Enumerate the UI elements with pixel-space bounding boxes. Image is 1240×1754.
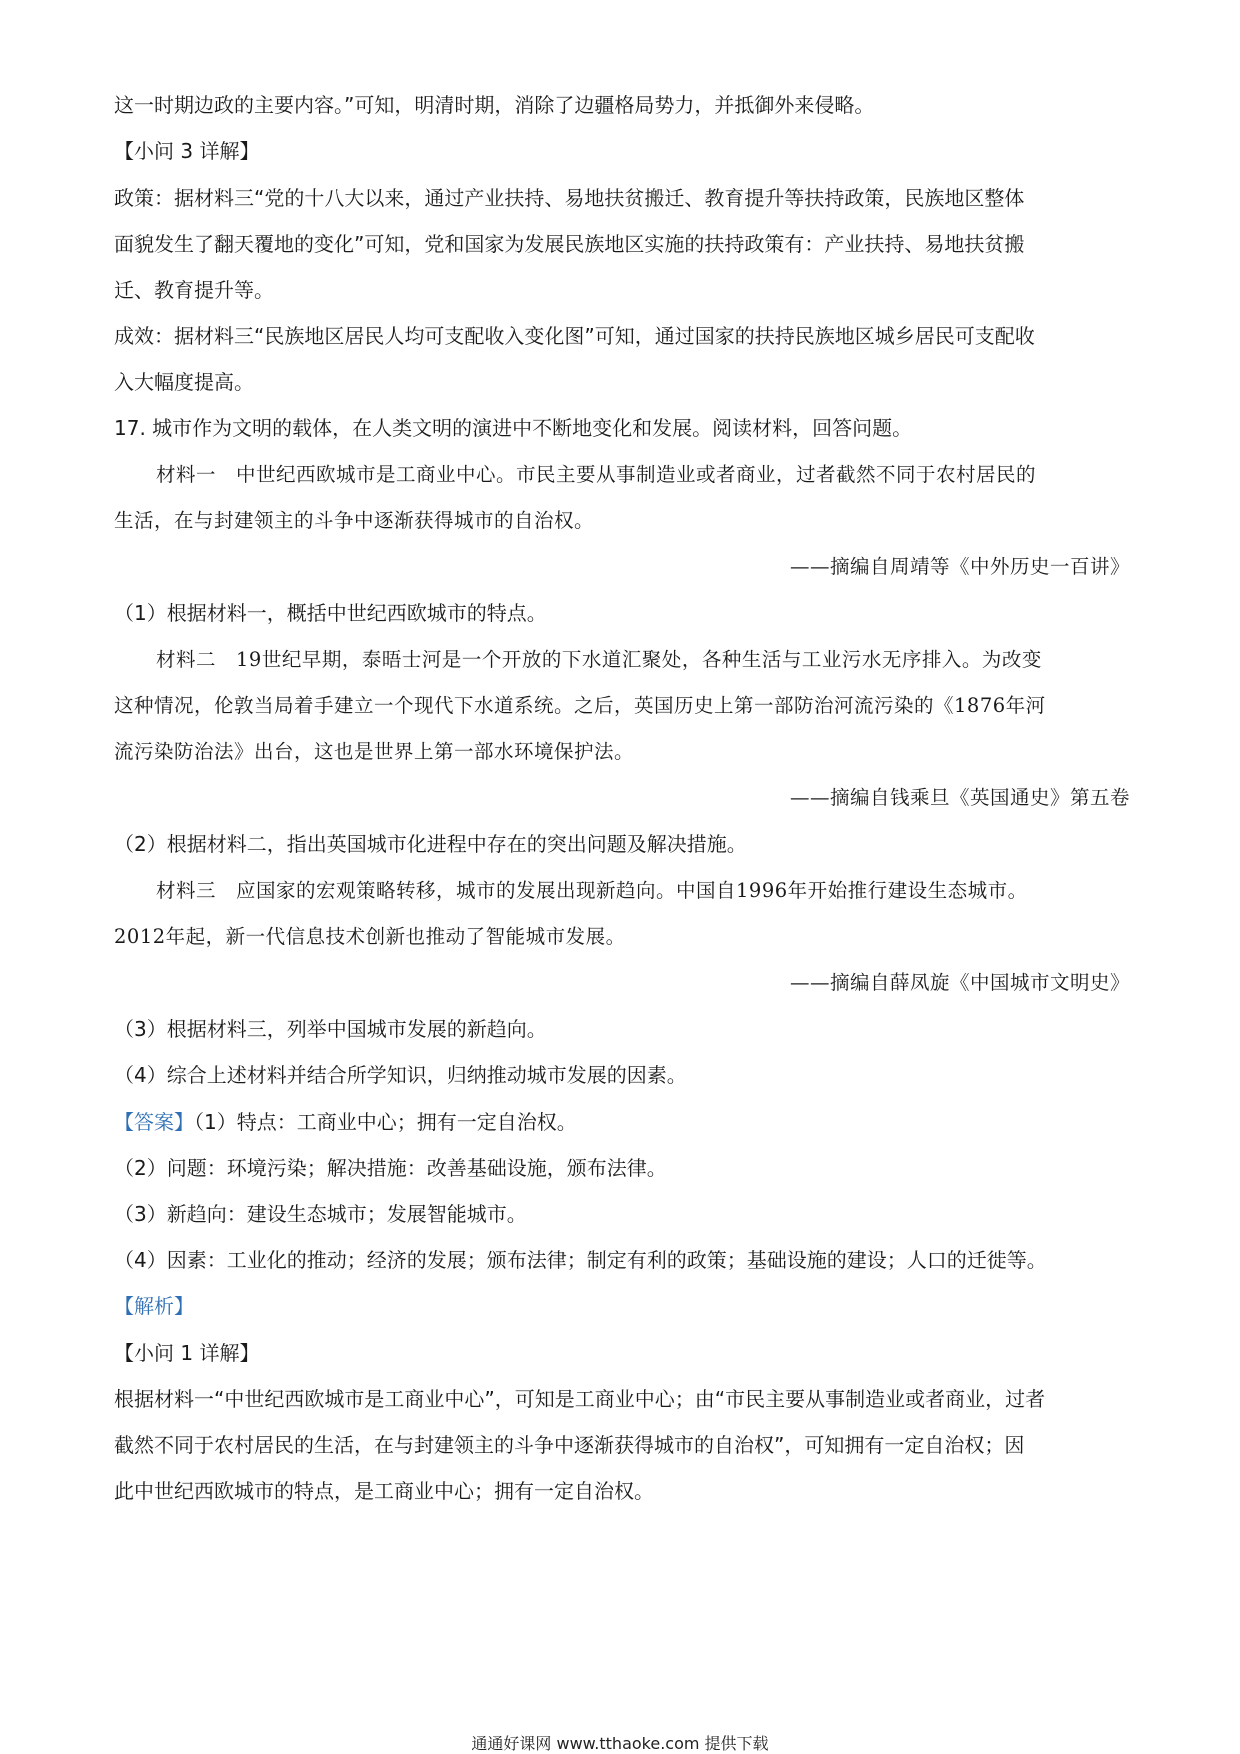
- text-line: 迁、教育提升等。: [114, 278, 274, 302]
- material-one-text: 材料一 中世纪西欧城市是工商业中心。市民主要从事制造业或者商业，过者截然不同于农村居民的: [156, 463, 1037, 486]
- material-one-source: ——摘编自周靖等《中外历史一百讲》: [789, 555, 1130, 578]
- text-line: 这一时期边政的主要内容。”可知，明清时期，消除了边疆格局势力，并抵御外来侵略。: [114, 93, 875, 117]
- text-line: 成效：据材料三“民族地区居民人均可支配收入变化图”可知，通过国家的扶持民族地区城乡居民可支配收: [114, 324, 1035, 348]
- material-two-text: 流污染防治法》出台，这也是世界上第一部水环境保护法。: [114, 740, 635, 763]
- sub-question-3: （3）根据材料三，列举中国城市发展的新趋向。: [114, 1017, 547, 1041]
- sub-question-1: （1）根据材料一，概括中世纪西欧城市的特点。: [114, 601, 547, 625]
- text-line: 入大幅度提高。: [114, 370, 254, 394]
- material-one-text: 生活，在与封建领主的斗争中逐渐获得城市的自治权。: [114, 509, 595, 532]
- material-three-source: ——摘编自薛凤旋《中国城市文明史》: [789, 971, 1130, 994]
- page-footer: 通通好课网 www.tthaoke.com 提供下载: [471, 1734, 769, 1753]
- material-two-text: 这种情况，伦敦当局着手建立一个现代下水道系统。之后，英国历史上第一部防治河流污染的《1876年河: [114, 694, 1046, 717]
- text-line: 截然不同于农村居民的生活，在与封建领主的斗争中逐渐获得城市的自治权”，可知拥有一定自治权；因: [114, 1433, 1025, 1457]
- text-line: 面貌发生了翻天覆地的变化”可知，党和国家为发展民族地区实施的扶持政策有：产业扶持、易地扶贫搬: [114, 232, 1025, 256]
- material-three-text: 2012年起，新一代信息技术创新也推动了智能城市发展。: [114, 925, 626, 948]
- answer-line: （2）问题：环境污染；解决措施：改善基础设施，颁布法律。: [114, 1156, 667, 1180]
- answer-text: （1）特点：工商业中心；拥有一定自治权。: [194, 1110, 577, 1134]
- answer-line: （3）新趋向：建设生态城市；发展智能城市。: [114, 1202, 527, 1226]
- material-three-text: 材料三 应国家的宏观策略转移，城市的发展出现新趋向。中国自1996年开始推行建设生态城市。: [156, 879, 1028, 902]
- text-line: 根据材料一“中世纪西欧城市是工商业中心”，可知是工商业中心；由“市民主要从事制造业或者商业，过者: [114, 1387, 1046, 1411]
- material-two-source: ——摘编自钱乘旦《英国通史》第五卷: [789, 786, 1130, 809]
- sub-question-4: （4）综合上述材料并结合所学知识，归纳推动城市发展的因素。: [114, 1063, 687, 1087]
- answer-tag: 【答案】: [114, 1110, 194, 1134]
- question-stem: 17. 城市作为文明的载体，在人类文明的演进中不断地变化和发展。阅读材料，回答问题。: [114, 416, 913, 440]
- subsection-heading: 【小问 1 详解】: [114, 1341, 260, 1365]
- text-line: 政策：据材料三“党的十八大以来，通过产业扶持、易地扶贫搬迁、教育提升等扶持政策，民族地区整体: [114, 186, 1025, 210]
- answer-line: [114, 1107, 1134, 1137]
- text-line: 此中世纪西欧城市的特点，是工商业中心；拥有一定自治权。: [114, 1479, 654, 1503]
- sub-question-2: （2）根据材料二，指出英国城市化进程中存在的突出问题及解决措施。: [114, 832, 747, 856]
- answer-line: （4）因素：工业化的推动；经济的发展；颁布法律；制定有利的政策；基础设施的建设；人口的迁徙等。: [114, 1248, 1047, 1272]
- subsection-heading: 【小问 3 详解】: [114, 139, 260, 163]
- material-two-text: 材料二 19世纪早期，泰晤士河是一个开放的下水道汇聚处，各种生活与工业污水无序排入。为改变: [156, 648, 1042, 671]
- analysis-tag: 【解析】: [114, 1294, 194, 1318]
